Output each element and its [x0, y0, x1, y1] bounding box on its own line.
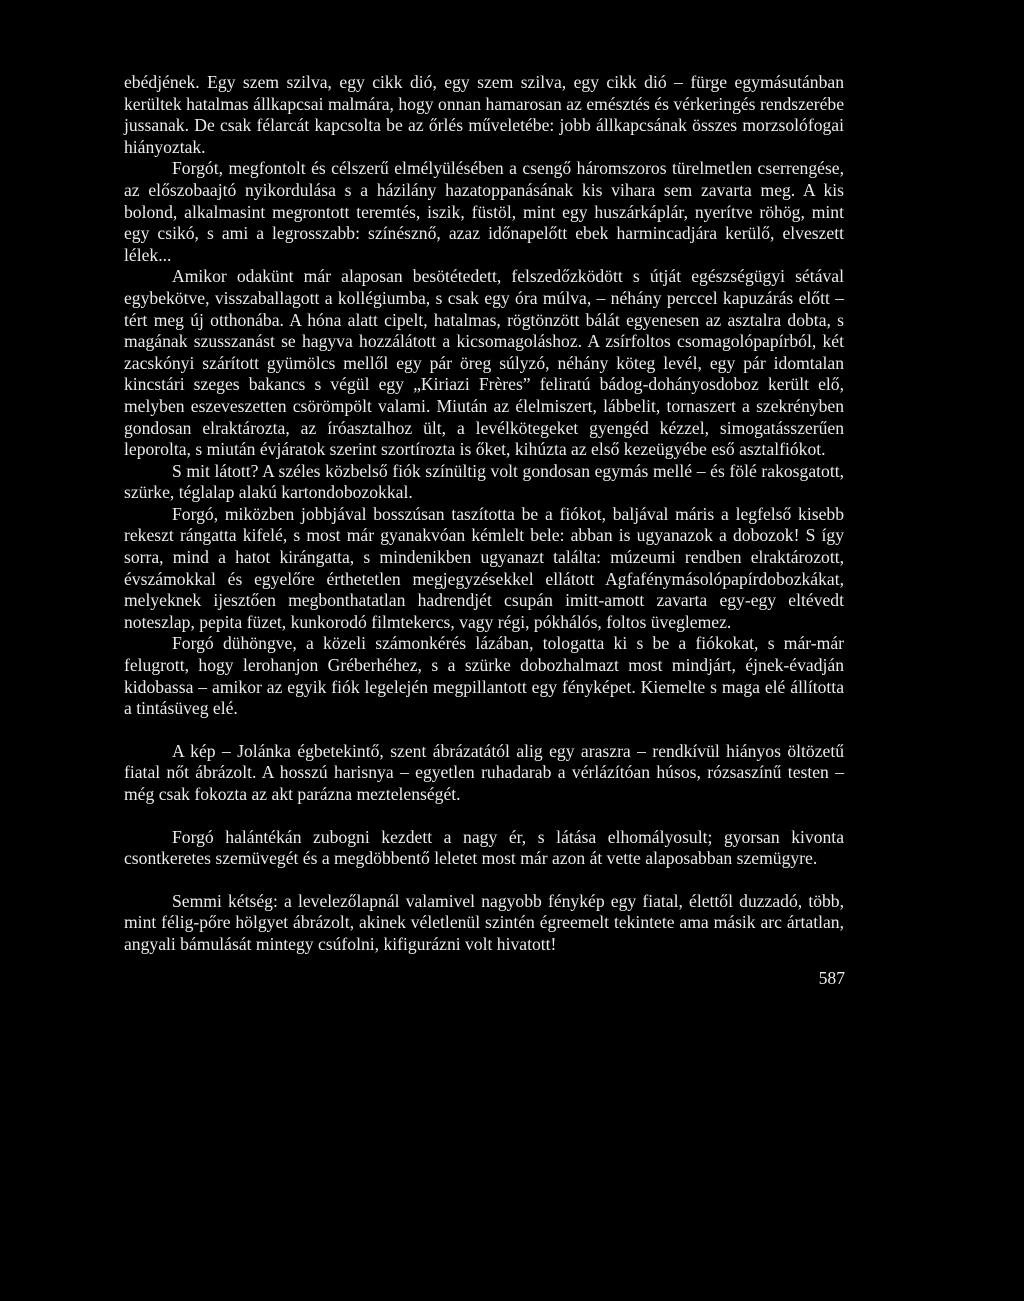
paragraph: Forgót, megfontolt és célszerű elmélyülésében a csengő háromszoros türelmetlen cserrengése, az előszobaajtó nyikordulása s a házilány hazatoppanásának kis vihara sem zavarta meg. A kis bolond, alkalmasint megrontott teremtés, iszik, füstöl, mint egy huszárkáplár, nyerítve röhög, mint egy csikó, s ami a legrosszabb: színésznő, azaz időnapelőtt ebek harmincadjára kerülő, elveszett lélek... — [124, 158, 844, 265]
paragraph: S mit látott? A széles közbelső fiók színültig volt gondosan egymás mellé – és fölé rakosgatott, szürke, téglalap alakú kartondobozokkal. — [124, 460, 844, 503]
paragraph: Amikor odakünt már alaposan besötétedett, felszedőzködött s útját egészségügyi sétával egybekötve, visszaballagott a kollégiumba, s csak egy óra múlva, – néhány perccel kapuzárás előtt – tért meg új otthonába. A hóna alatt cipelt, hatalmas, rögtönzött bálát egyenesen az asztalra dobta, s magának szusszanást se hagyva hozzálátott a kicsomagoláshoz. A zsírfoltos csomagolópapírból, két zacskónyi szárított gyümölcs mellől egy pár öreg súlyzó, néhány köteg levél, egy pár idomtalan kincstári szeges bakancs s végül egy „Kiriazi Frères” feliratú bádog-dohányosdoboz került elő, melyben eszeveszetten csörömpölt valami. Miután az élelmiszert, lábbelit, tornaszert a szekrényben gondosan elraktározta, az íróasztalhoz ült, a levélkötegeket gyengéd kézzel, simogatásszerűen leporolta, s miután évjáratok szerint szortírozta is őket, kihúzta az első kezeügyébe eső asztalfiókot. — [124, 266, 844, 460]
paragraph: Semmi kétség: a levelezőlapnál valamivel nagyobb fénykép egy fiatal, élettől duzzadó, több, mint félig-pőre hölgyet ábrázolt, akinek véletlenül szintén égreemelt tekintete ama másik arc ártatlan, angyali bámulását mintegy csúfolni, kifigurázni volt hivatott! — [124, 890, 844, 954]
paragraph-continuation: ebédjének. Egy szem szilva, egy cikk dió, egy szem szilva, egy cikk dió – fürge egymásutánban kerültek hatalmas állkapcsai malmára, hogy onnan hamarosan az emésztés és vérkeringés rendszerébe jussanak. De csak félarcát kapcsolta be az őrlés műveletébe: jobb állkapcsának összes morzsolófogai hiányoztak. — [124, 72, 844, 157]
paragraph: A kép – Jolánka égbetekintő, szent ábrázatától alig egy araszra – rendkívül hiányos öltözetű fiatal nőt ábrázolt. A hosszú harisnya – egyetlen ruhadarab a vérlázítóan húsos, rózsaszínű testen – még csak fokozta az akt parázna meztelenségét. — [124, 740, 844, 804]
page-number: 587 — [818, 968, 845, 988]
paragraph: Forgó, miközben jobbjával bosszúsan taszította be a fiókot, baljával máris a legfelső kisebb rekeszt rángatta kifelé, s most már gyanakvóan kémlelt bele: abban is ugyanazok a dobozok! S így sorra, mind a hatot kirángatta, s mindenikben ugyanazt találta: múzeumi rendben elraktározott, évszámokkal és egyelőre érthetetlen megjegyzésekkel ellátott Agfafénymásolópapírdobozkákat, melyeknek ijesztően megbonthatatlan hadrendjét csupán imitt-amott zavarta egy-egy eltévedt noteszlap, pepita füzet, kunkorodó filmtekercs, vagy régi, pókhálós, foltos üveglemez. — [124, 503, 844, 632]
book-page — [124, 72, 844, 956]
paragraph: Forgó dühöngve, a közeli számonkérés lázában, tologatta ki s be a fiókokat, s már-már felugrott, hogy lerohanjon Gréberhéhez, s a szürke dobozhalmazt most mindjárt, éjnek-évadján kidobassa – amikor az egyik fiók legelején megpillantott egy fényképet. Kiemelte s maga elé állította a tintásüveg elé. — [124, 633, 844, 719]
paragraph: Forgó halántékán zubogni kezdett a nagy ér, s látása elhomályosult; gyorsan kivonta csontkeretes szemüvegét és a megdöbbentő leletet most már azon át vette alaposabban szemügyre. — [124, 826, 844, 869]
